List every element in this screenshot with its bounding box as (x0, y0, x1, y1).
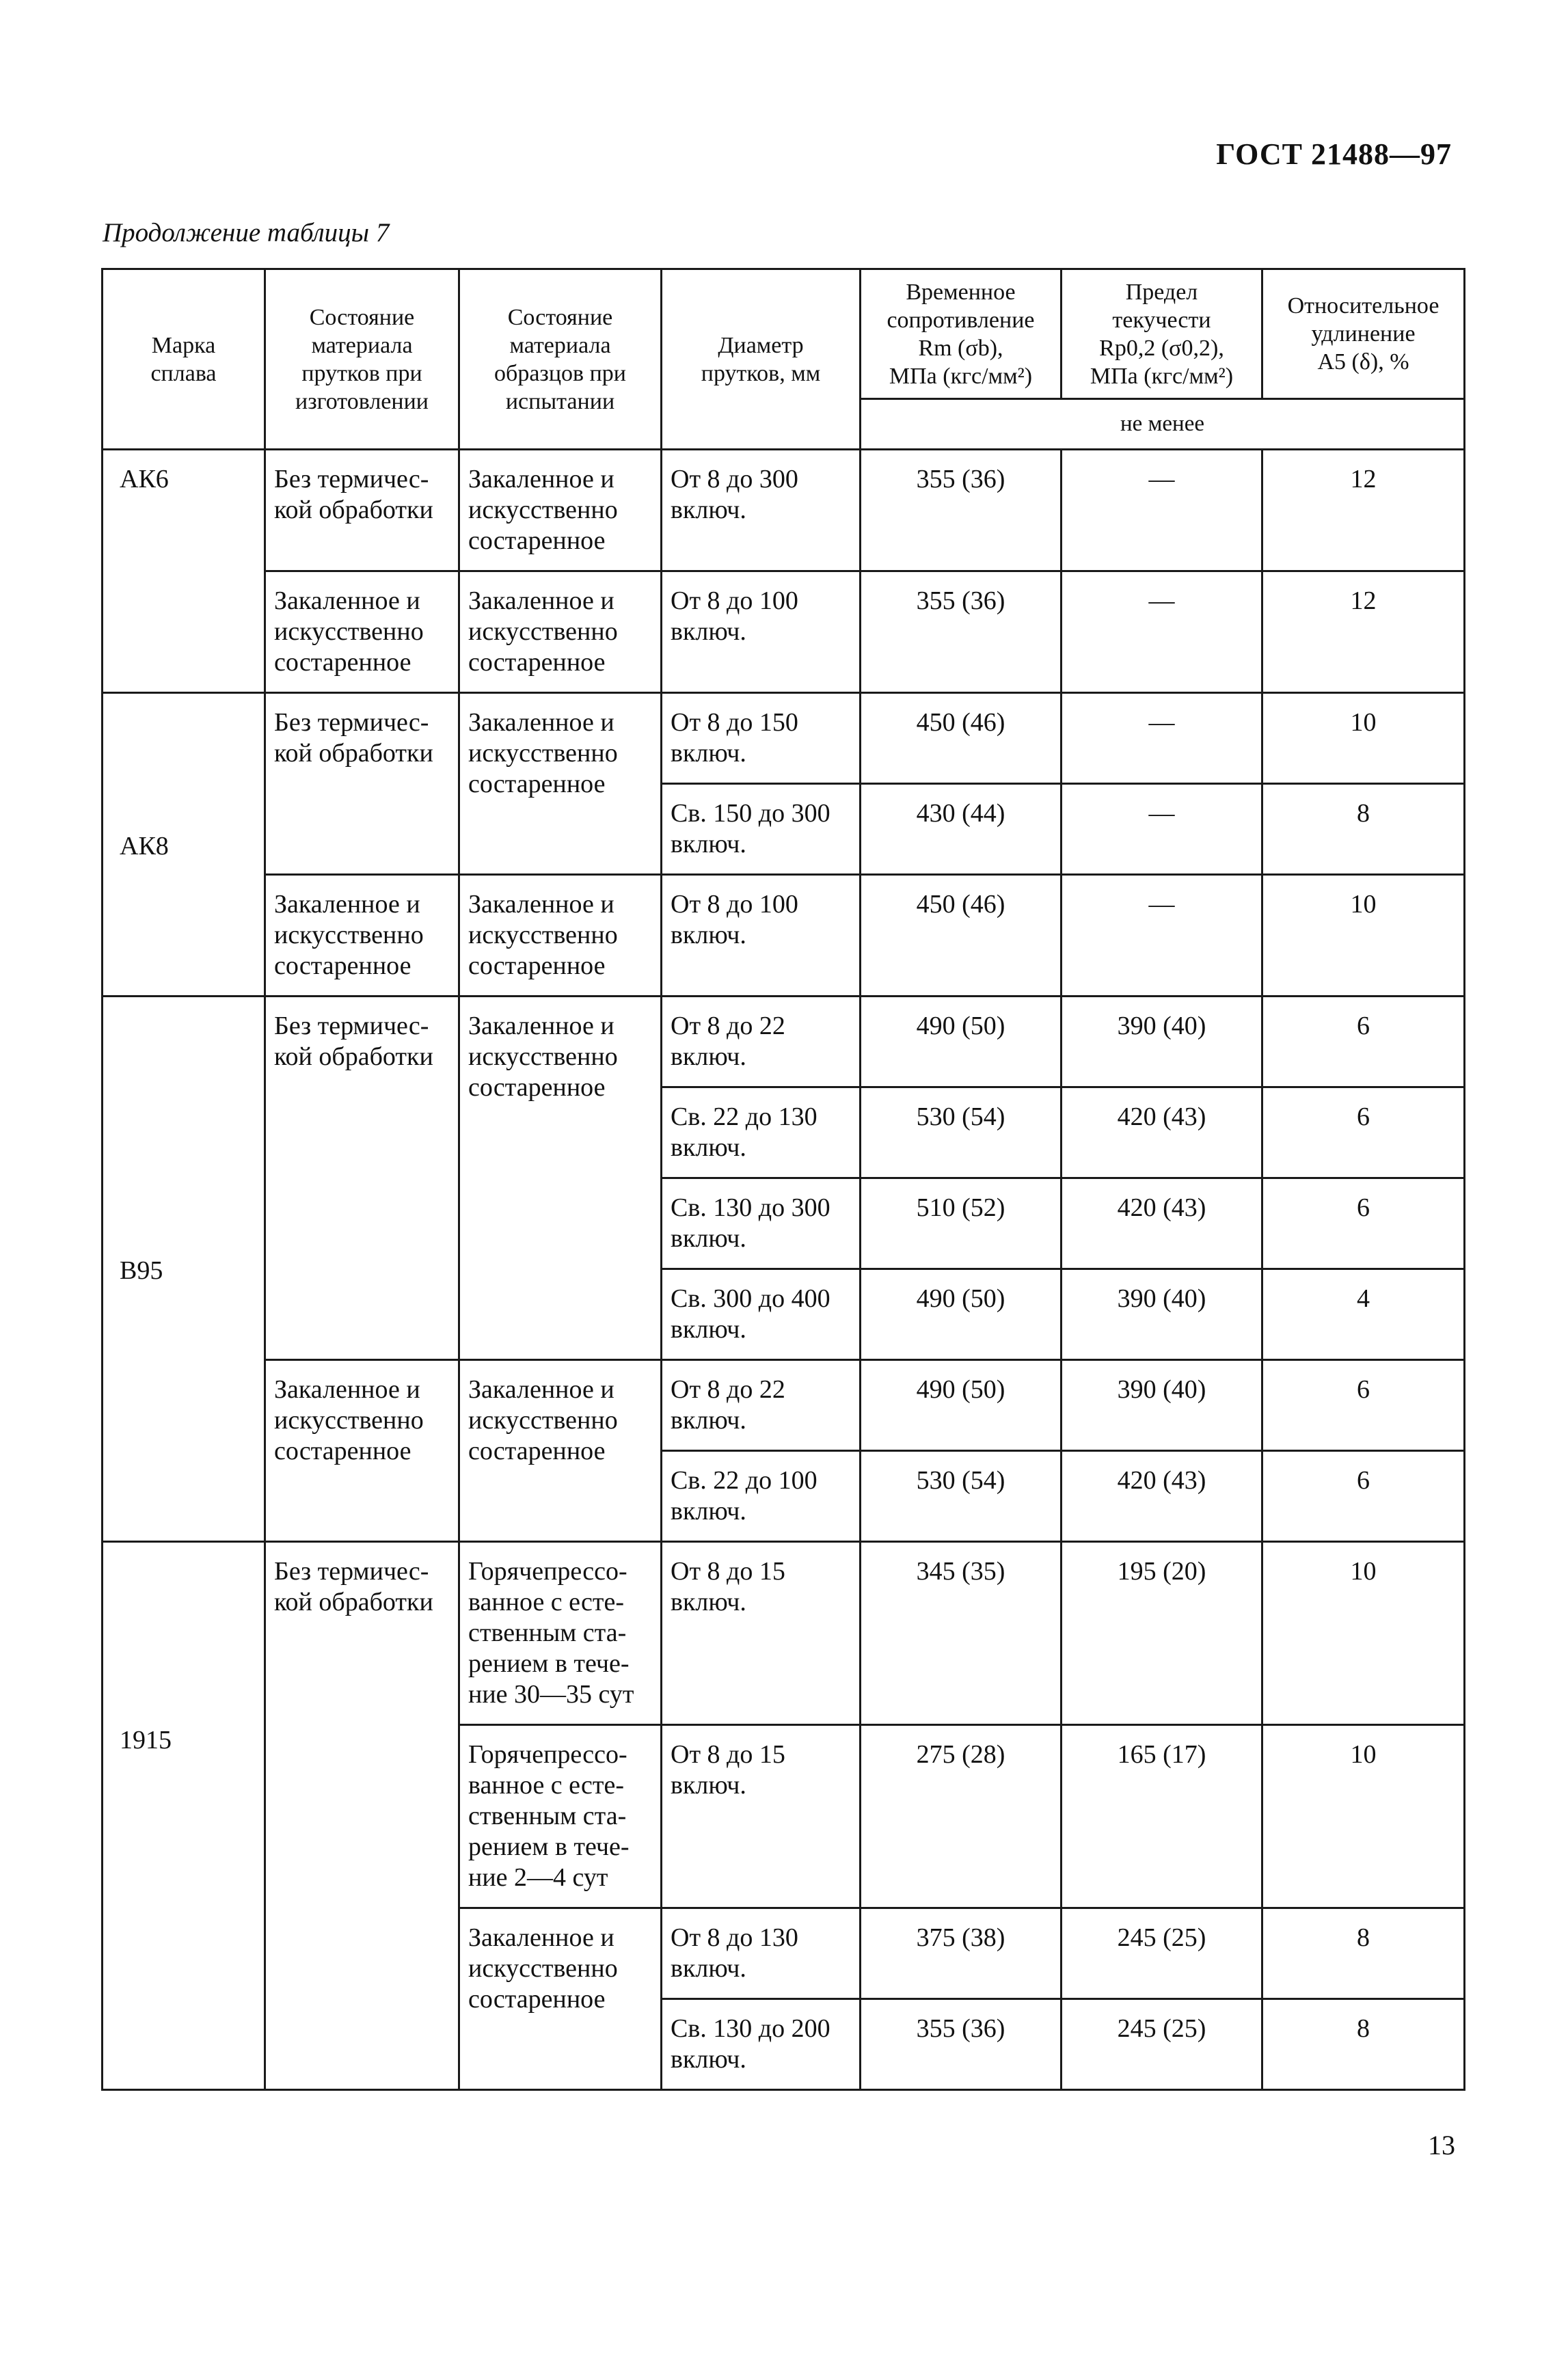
tensile-cell: 530 (54) (861, 1451, 1062, 1542)
diameter-cell: От 8 до 22 включ. (662, 997, 861, 1087)
elongation-cell: 12 (1262, 571, 1465, 693)
yield-cell: 165 (17) (1062, 1725, 1262, 1908)
grade-cell: АК8 (103, 693, 265, 997)
tensile-cell: 530 (54) (861, 1087, 1062, 1178)
col-header-yield-strength: Предел текучести Rp0,2 (σ0,2), МПа (кгс/мм²) (1062, 269, 1262, 399)
tensile-cell: 355 (36) (861, 1999, 1062, 2090)
diameter-cell: От 8 до 150 включ. (662, 693, 861, 784)
state-testing-cell: Горячепрессо- ванное с есте- ственным ста- рением в тече- ние 2—4 сут (459, 1725, 662, 1908)
state-testing-cell: Закаленное и искусственно состаренное (459, 875, 662, 997)
state-manufacture-cell: Без термичес- кой обработки (265, 450, 459, 571)
state-manufacture-cell: Закаленное и искусственно состаренное (265, 1360, 459, 1542)
table-row (103, 875, 1465, 997)
elongation-cell: 8 (1262, 784, 1465, 875)
col-header-state-testing: Состояние материала образцов при испытании (459, 269, 662, 450)
diameter-cell: От 8 до 300 включ. (662, 450, 861, 571)
yield-cell: — (1062, 784, 1262, 875)
document-number: ГОСТ 21488—97 (1216, 137, 1452, 171)
yield-cell: 390 (40) (1062, 1269, 1262, 1360)
table-row (103, 693, 1465, 784)
elongation-cell: 10 (1262, 875, 1465, 997)
tensile-cell: 450 (46) (861, 875, 1062, 997)
diameter-cell: От 8 до 22 включ. (662, 1360, 861, 1451)
diameter-cell: От 8 до 100 включ. (662, 571, 861, 693)
table-row (103, 1542, 1465, 1725)
diameter-cell: Св. 22 до 130 включ. (662, 1087, 861, 1178)
elongation-cell: 6 (1262, 1451, 1465, 1542)
table-caption: Продолжение таблицы 7 (103, 218, 390, 247)
elongation-cell: 10 (1262, 1725, 1465, 1908)
table-row (103, 1360, 1465, 1451)
state-testing-cell: Закаленное и искусственно состаренное (459, 1908, 662, 2090)
properties-table (101, 268, 1465, 2091)
table-row (103, 571, 1465, 693)
tensile-cell: 450 (46) (861, 693, 1062, 784)
state-testing-cell: Закаленное и искусственно состаренное (459, 997, 662, 1360)
grade-cell: 1915 (103, 1542, 265, 2090)
grade-cell: В95 (103, 997, 265, 1542)
diameter-cell: Св. 130 до 200 включ. (662, 1999, 861, 2090)
col-header-elongation: Относительное удлинение A5 (δ), % (1262, 269, 1465, 399)
grade-cell: АК6 (103, 450, 265, 693)
diameter-cell: Св. 22 до 100 включ. (662, 1451, 861, 1542)
yield-cell: 245 (25) (1062, 1908, 1262, 1999)
yield-cell: 420 (43) (1062, 1178, 1262, 1269)
col-header-state-manufacture: Состояние материала прутков при изготовлении (265, 269, 459, 450)
diameter-cell: Св. 130 до 300 включ. (662, 1178, 861, 1269)
yield-cell: — (1062, 450, 1262, 571)
tensile-cell: 355 (36) (861, 450, 1062, 571)
tensile-cell: 355 (36) (861, 571, 1062, 693)
page-number: 13 (1428, 2130, 1455, 2160)
elongation-cell: 6 (1262, 997, 1465, 1087)
state-manufacture-cell: Закаленное и искусственно состаренное (265, 875, 459, 997)
tensile-cell: 510 (52) (861, 1178, 1062, 1269)
state-testing-cell: Закаленное и искусственно состаренное (459, 693, 662, 875)
yield-cell: — (1062, 571, 1262, 693)
diameter-cell: Св. 150 до 300 включ. (662, 784, 861, 875)
col-header-grade: Марка сплава (103, 269, 265, 450)
elongation-cell: 8 (1262, 1908, 1465, 1999)
table-row (103, 450, 1465, 571)
state-testing-cell: Закаленное и искусственно состаренное (459, 450, 662, 571)
elongation-cell: 12 (1262, 450, 1465, 571)
diameter-cell: От 8 до 15 включ. (662, 1542, 861, 1725)
elongation-cell: 6 (1262, 1360, 1465, 1451)
tensile-cell: 345 (35) (861, 1542, 1062, 1725)
elongation-cell: 6 (1262, 1087, 1465, 1178)
state-testing-cell: Горячепрессо- ванное с есте- ственным ста- рением в тече- ние 30—35 сут (459, 1542, 662, 1725)
state-manufacture-cell: Закаленное и искусственно состаренное (265, 571, 459, 693)
state-testing-cell: Закаленное и искусственно состаренное (459, 571, 662, 693)
elongation-cell: 4 (1262, 1269, 1465, 1360)
tensile-cell: 275 (28) (861, 1725, 1062, 1908)
elongation-cell: 6 (1262, 1178, 1465, 1269)
state-manufacture-cell: Без термичес- кой обработки (265, 693, 459, 875)
diameter-cell: От 8 до 15 включ. (662, 1725, 861, 1908)
tensile-cell: 490 (50) (861, 1360, 1062, 1451)
table-row (103, 997, 1465, 1087)
diameter-cell: Св. 300 до 400 включ. (662, 1269, 861, 1360)
diameter-cell: От 8 до 100 включ. (662, 875, 861, 997)
col-header-tensile-strength: Временное сопротивление Rm (σb), МПа (кгс/мм²) (861, 269, 1062, 399)
yield-cell: 390 (40) (1062, 1360, 1262, 1451)
elongation-cell: 10 (1262, 693, 1465, 784)
tensile-cell: 430 (44) (861, 784, 1062, 875)
yield-cell: 195 (20) (1062, 1542, 1262, 1725)
yield-cell: 245 (25) (1062, 1999, 1262, 2090)
yield-cell: — (1062, 693, 1262, 784)
col-header-min-note: не менее (861, 399, 1465, 450)
diameter-cell: От 8 до 130 включ. (662, 1908, 861, 1999)
yield-cell: — (1062, 875, 1262, 997)
state-testing-cell: Закаленное и искусственно состаренное (459, 1360, 662, 1542)
tensile-cell: 490 (50) (861, 997, 1062, 1087)
elongation-cell: 10 (1262, 1542, 1465, 1725)
elongation-cell: 8 (1262, 1999, 1465, 2090)
yield-cell: 420 (43) (1062, 1087, 1262, 1178)
tensile-cell: 490 (50) (861, 1269, 1062, 1360)
yield-cell: 390 (40) (1062, 997, 1262, 1087)
col-header-diameter: Диаметр прутков, мм (662, 269, 861, 450)
state-manufacture-cell: Без термичес- кой обработки (265, 997, 459, 1360)
state-manufacture-cell: Без термичес- кой обработки (265, 1542, 459, 2090)
tensile-cell: 375 (38) (861, 1908, 1062, 1999)
yield-cell: 420 (43) (1062, 1451, 1262, 1542)
